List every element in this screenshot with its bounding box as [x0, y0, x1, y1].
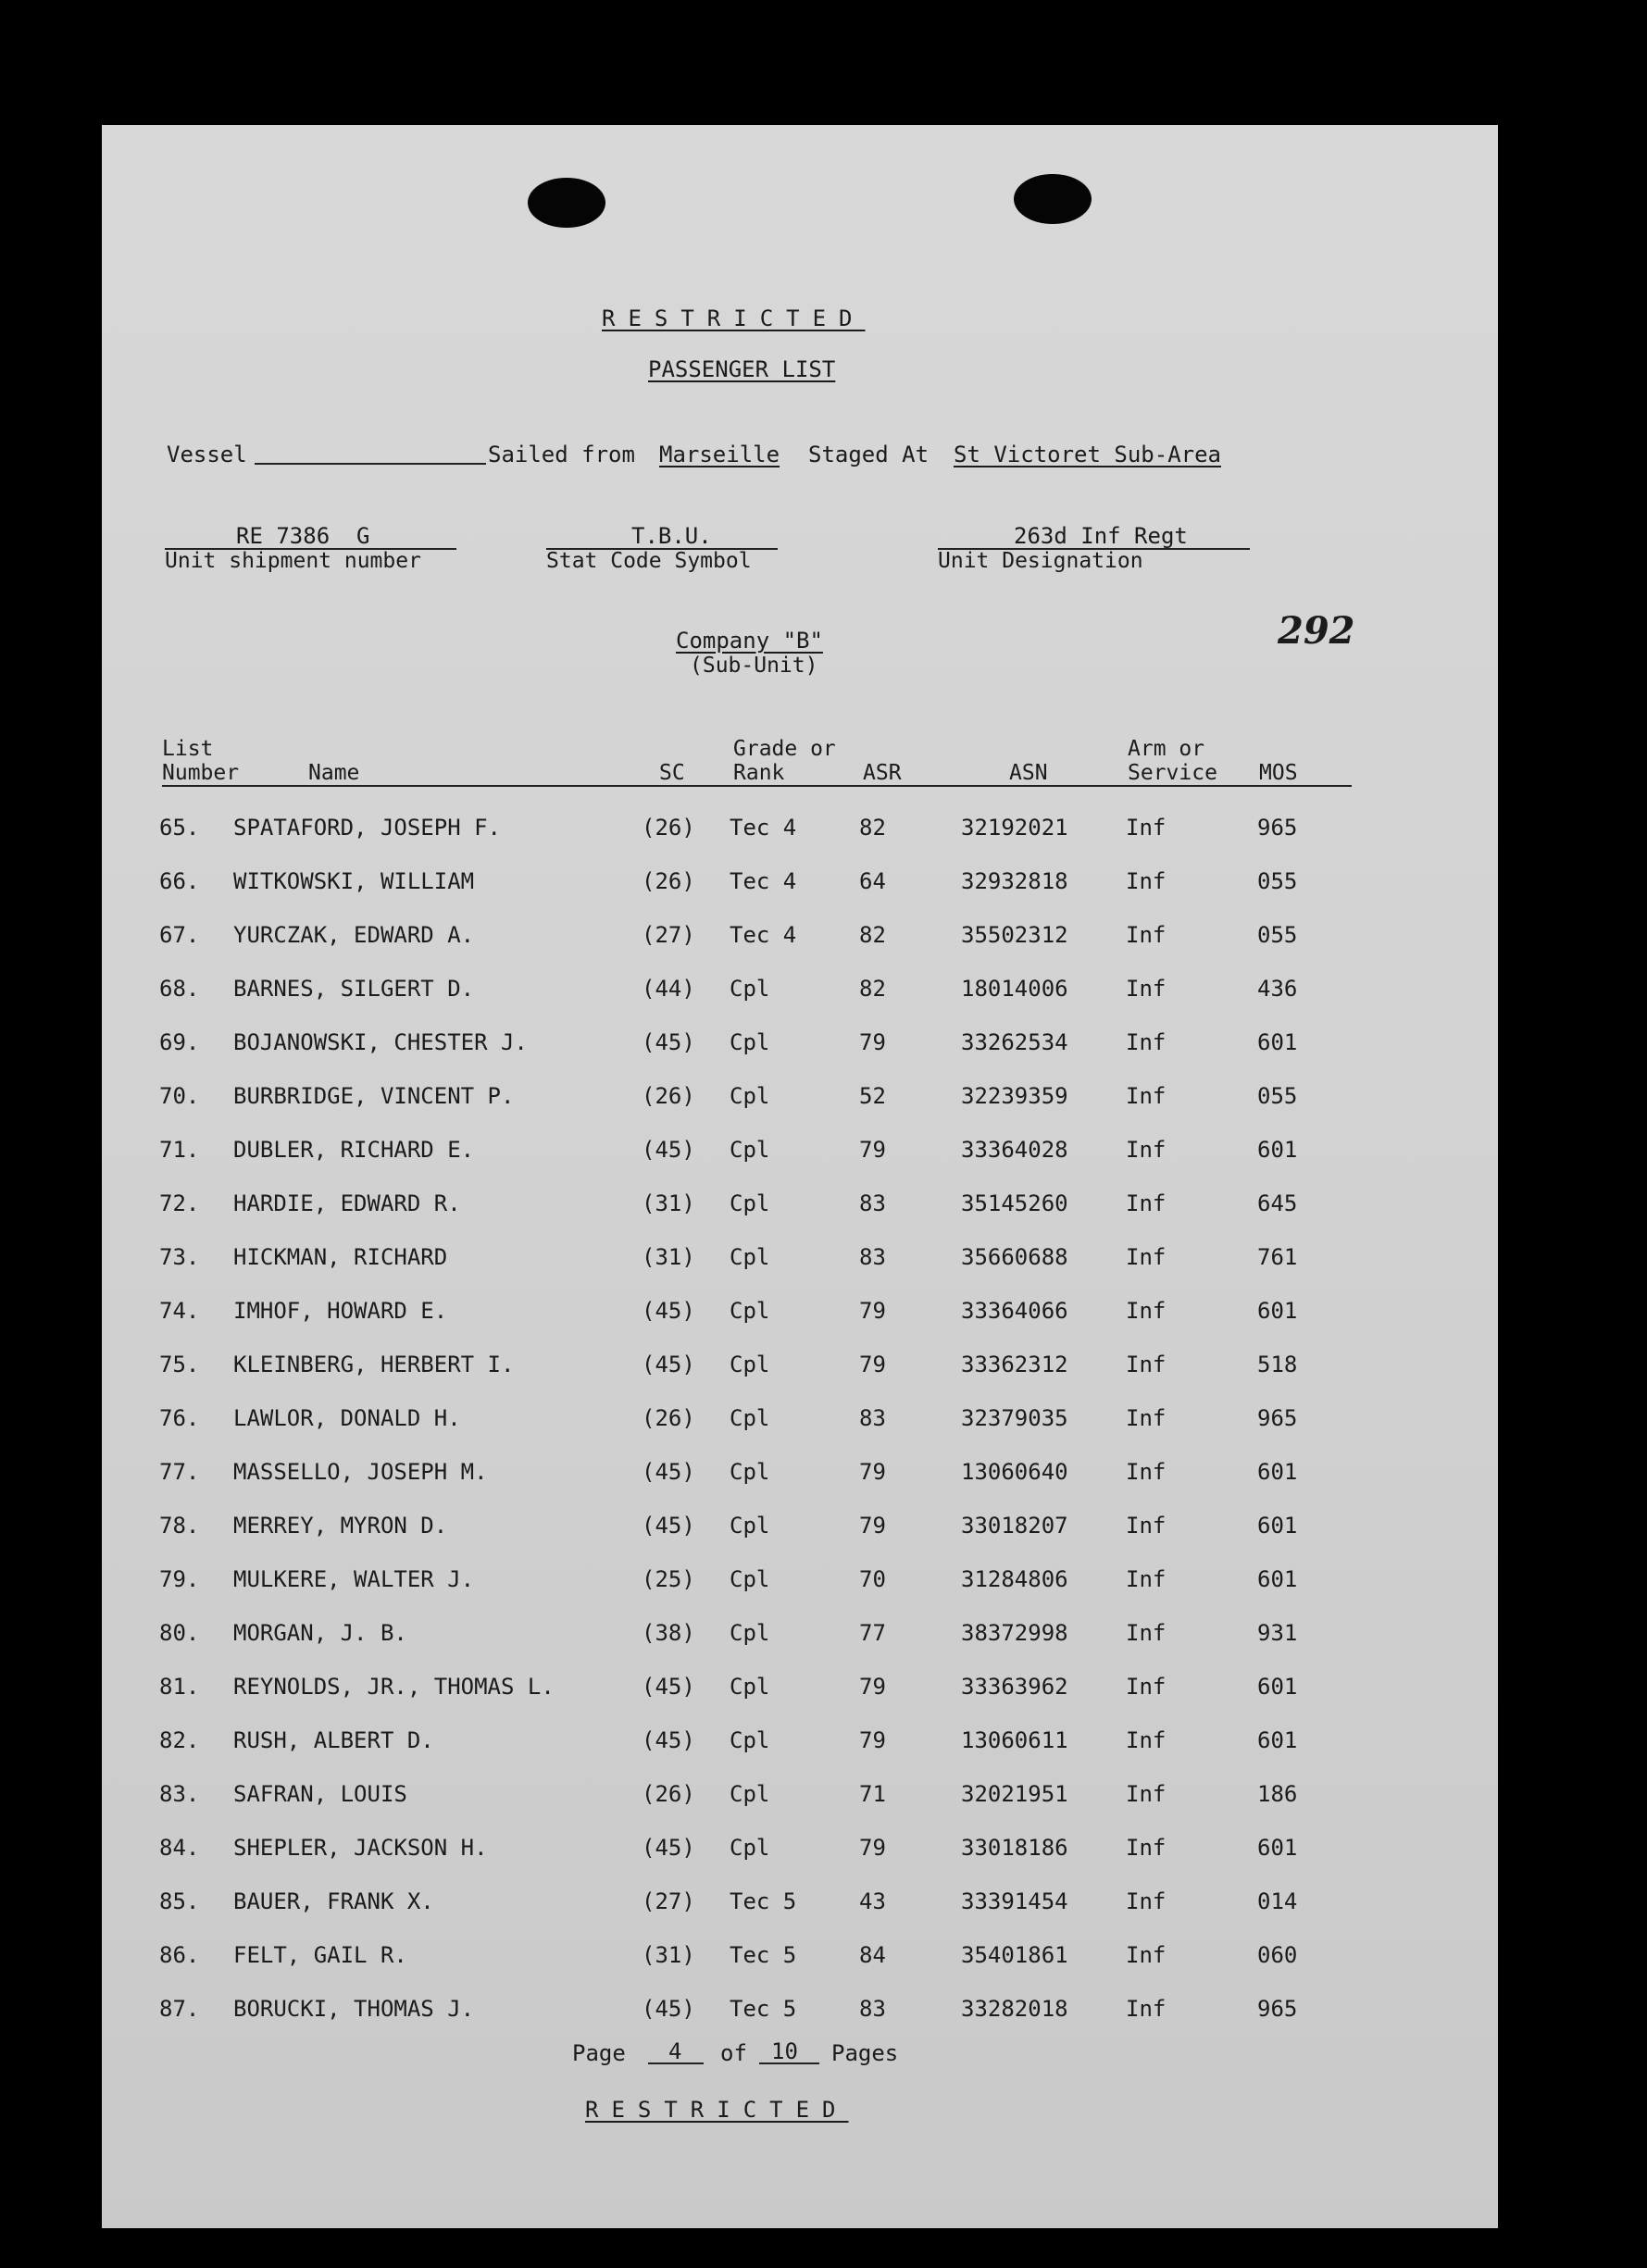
cell-mos: 965 — [1257, 1996, 1298, 2022]
cell-grade: Cpl — [730, 1083, 770, 1109]
cell-num: 73. — [159, 1244, 200, 1270]
cell-asr: 83 — [859, 1405, 886, 1431]
cell-asr: 83 — [859, 1190, 886, 1216]
restricted-heading-top: RESTRICTED — [602, 305, 866, 331]
cell-arm: Inf — [1126, 1781, 1167, 1807]
cell-asn: 33362312 — [961, 1352, 1068, 1377]
cell-arm: Inf — [1126, 1029, 1167, 1055]
col-arm-line2: Service — [1128, 761, 1217, 785]
col-sc: SC — [659, 761, 685, 785]
cell-grade: Tec 5 — [730, 1888, 797, 1914]
cell-num: 68. — [159, 976, 200, 1002]
cell-asn: 33262534 — [961, 1029, 1068, 1055]
cell-name: MASSELLO, JOSEPH M. — [233, 1459, 488, 1485]
cell-num: 76. — [159, 1405, 200, 1431]
table-row — [0, 1137, 1647, 1174]
col-grade-line2: Rank — [733, 761, 785, 785]
cell-asn: 33364028 — [961, 1137, 1068, 1163]
cell-name: SPATAFORD, JOSEPH F. — [233, 815, 501, 841]
cell-mos: 931 — [1257, 1620, 1298, 1646]
cell-arm: Inf — [1126, 815, 1167, 841]
punch-hole-left — [528, 178, 605, 228]
cell-num: 83. — [159, 1781, 200, 1807]
cell-arm: Inf — [1126, 1083, 1167, 1109]
cell-sc: (45) — [642, 1513, 695, 1539]
cell-mos: 186 — [1257, 1781, 1298, 1807]
cell-sc: (45) — [642, 1996, 695, 2022]
cell-grade: Cpl — [730, 1727, 770, 1753]
sailed-from-label: Sailed from — [488, 442, 635, 467]
cell-mos: 645 — [1257, 1190, 1298, 1216]
unit-designation-caption: Unit Designation — [938, 549, 1143, 573]
cell-sc: (26) — [642, 868, 695, 894]
cell-asn: 32379035 — [961, 1405, 1068, 1431]
cell-grade: Cpl — [730, 1459, 770, 1485]
cell-asr: 77 — [859, 1620, 886, 1646]
cell-grade: Cpl — [730, 1835, 770, 1861]
table-row — [0, 1781, 1647, 1818]
table-row — [0, 868, 1647, 905]
cell-asr: 43 — [859, 1888, 886, 1914]
cell-mos: 601 — [1257, 1835, 1298, 1861]
cell-name: MULKERE, WALTER J. — [233, 1566, 475, 1592]
cell-grade: Cpl — [730, 976, 770, 1002]
cell-asn: 13060611 — [961, 1727, 1068, 1753]
cell-sc: (45) — [642, 1459, 695, 1485]
cell-asn: 33391454 — [961, 1888, 1068, 1914]
col-mos: MOS — [1259, 761, 1298, 785]
cell-num: 81. — [159, 1674, 200, 1700]
table-row — [0, 1996, 1647, 2033]
pages-label: Pages — [831, 2040, 899, 2066]
cell-num: 71. — [159, 1137, 200, 1163]
col-list-number-line1: List — [162, 737, 214, 761]
staged-at-label: Staged At — [808, 442, 930, 467]
cell-mos: 601 — [1257, 1513, 1298, 1539]
cell-asr: 79 — [859, 1352, 886, 1377]
cell-mos: 055 — [1257, 868, 1298, 894]
cell-grade: Cpl — [730, 1298, 770, 1324]
cell-name: BURBRIDGE, VINCENT P. — [233, 1083, 515, 1109]
cell-asr: 79 — [859, 1459, 886, 1485]
cell-mos: 761 — [1257, 1244, 1298, 1270]
cell-asn: 32192021 — [961, 815, 1068, 841]
cell-grade: Tec 5 — [730, 1942, 797, 1968]
cell-arm: Inf — [1126, 1190, 1167, 1216]
cell-name: HICKMAN, RICHARD — [233, 1244, 448, 1270]
punch-hole-right — [1014, 174, 1092, 224]
cell-asr: 83 — [859, 1244, 886, 1270]
cell-asr: 79 — [859, 1029, 886, 1055]
cell-name: WITKOWSKI, WILLIAM — [233, 868, 475, 894]
cell-asn: 32021951 — [961, 1781, 1068, 1807]
table-row — [0, 1888, 1647, 1925]
stat-code-symbol: T.B.U. — [631, 523, 712, 549]
col-asr: ASR — [863, 761, 902, 785]
cell-num: 72. — [159, 1190, 200, 1216]
cell-sc: (26) — [642, 1083, 695, 1109]
cell-arm: Inf — [1126, 976, 1167, 1002]
cell-num: 82. — [159, 1727, 200, 1753]
cell-name: SAFRAN, LOUIS — [233, 1781, 407, 1807]
cell-mos: 601 — [1257, 1459, 1298, 1485]
cell-grade: Cpl — [730, 1513, 770, 1539]
cell-arm: Inf — [1126, 1888, 1167, 1914]
sailed-from-value: Marseille — [659, 442, 780, 467]
restricted-heading-bottom: RESTRICTED — [585, 2097, 849, 2123]
table-row — [0, 1352, 1647, 1389]
cell-asn: 33364066 — [961, 1298, 1068, 1324]
cell-asn: 13060640 — [961, 1459, 1068, 1485]
cell-arm: Inf — [1126, 1459, 1167, 1485]
cell-asn: 32239359 — [961, 1083, 1068, 1109]
cell-num: 77. — [159, 1459, 200, 1485]
cell-asr: 70 — [859, 1566, 886, 1592]
cell-mos: 965 — [1257, 1405, 1298, 1431]
col-list-number-line2: Number — [162, 761, 240, 785]
cell-mos: 055 — [1257, 922, 1298, 948]
cell-asr: 83 — [859, 1996, 886, 2022]
cell-num: 69. — [159, 1029, 200, 1055]
cell-sc: (27) — [642, 922, 695, 948]
cell-arm: Inf — [1126, 922, 1167, 948]
cell-asn: 33018186 — [961, 1835, 1068, 1861]
table-row — [0, 1298, 1647, 1335]
vessel-label: Vessel — [167, 442, 247, 467]
col-asn: ASN — [1009, 761, 1048, 785]
cell-grade: Cpl — [730, 1405, 770, 1431]
cell-asr: 82 — [859, 976, 886, 1002]
cell-asr: 79 — [859, 1298, 886, 1324]
cell-asn: 33018207 — [961, 1513, 1068, 1539]
cell-arm: Inf — [1126, 1835, 1167, 1861]
table-row — [0, 1942, 1647, 1979]
cell-asn: 33282018 — [961, 1996, 1068, 2022]
cell-name: KLEINBERG, HERBERT I. — [233, 1352, 515, 1377]
cell-grade: Cpl — [730, 1352, 770, 1377]
cell-num: 67. — [159, 922, 200, 948]
cell-mos: 965 — [1257, 815, 1298, 841]
cell-name: HARDIE, EDWARD R. — [233, 1190, 461, 1216]
cell-asr: 79 — [859, 1674, 886, 1700]
cell-num: 65. — [159, 815, 200, 841]
cell-num: 70. — [159, 1083, 200, 1109]
table-row — [0, 1459, 1647, 1496]
cell-sc: (25) — [642, 1566, 695, 1592]
cell-arm: Inf — [1126, 1566, 1167, 1592]
cell-asr: 79 — [859, 1727, 886, 1753]
cell-num: 75. — [159, 1352, 200, 1377]
cell-grade: Tec 5 — [730, 1996, 797, 2022]
cell-name: BARNES, SILGERT D. — [233, 976, 475, 1002]
col-grade-line1: Grade or — [733, 737, 836, 761]
cell-name: IMHOF, HOWARD E. — [233, 1298, 448, 1324]
of-label: of — [720, 2040, 747, 2066]
cell-grade: Cpl — [730, 1674, 770, 1700]
cell-name: DUBLER, RICHARD E. — [233, 1137, 475, 1163]
table-row — [0, 1244, 1647, 1281]
cell-grade: Cpl — [730, 1190, 770, 1216]
total-pages: 10 — [771, 2038, 798, 2064]
unit-shipment-number: RE 7386 G — [236, 523, 370, 549]
cell-num: 86. — [159, 1942, 200, 1968]
cell-name: MERREY, MYRON D. — [233, 1513, 448, 1539]
cell-arm: Inf — [1126, 868, 1167, 894]
cell-arm: Inf — [1126, 1727, 1167, 1753]
cell-mos: 601 — [1257, 1029, 1298, 1055]
table-row — [0, 976, 1647, 1013]
staged-at-value: St Victoret Sub-Area — [954, 442, 1221, 467]
cell-sc: (31) — [642, 1244, 695, 1270]
cell-name: SHEPLER, JACKSON H. — [233, 1835, 488, 1861]
cell-sc: (45) — [642, 1352, 695, 1377]
cell-sc: (26) — [642, 815, 695, 841]
cell-mos: 518 — [1257, 1352, 1298, 1377]
cell-arm: Inf — [1126, 1996, 1167, 2022]
cell-sc: (45) — [642, 1137, 695, 1163]
cell-mos: 436 — [1257, 976, 1298, 1002]
cell-mos: 601 — [1257, 1137, 1298, 1163]
table-row — [0, 1083, 1647, 1120]
cell-grade: Cpl — [730, 1566, 770, 1592]
cell-asn: 33363962 — [961, 1674, 1068, 1700]
cell-sc: (38) — [642, 1620, 695, 1646]
cell-num: 80. — [159, 1620, 200, 1646]
cell-asn: 35660688 — [961, 1244, 1068, 1270]
cell-sc: (26) — [642, 1405, 695, 1431]
page-number: 4 — [668, 2038, 682, 2064]
cell-asn: 32932818 — [961, 868, 1068, 894]
cell-grade: Cpl — [730, 1244, 770, 1270]
cell-grade: Tec 4 — [730, 815, 797, 841]
cell-asn: 18014006 — [961, 976, 1068, 1002]
cell-name: MORGAN, J. B. — [233, 1620, 407, 1646]
cell-arm: Inf — [1126, 1674, 1167, 1700]
cell-sc: (26) — [642, 1781, 695, 1807]
cell-num: 78. — [159, 1513, 200, 1539]
cell-name: RUSH, ALBERT D. — [233, 1727, 434, 1753]
table-row — [0, 1405, 1647, 1442]
cell-sc: (45) — [642, 1727, 695, 1753]
table-row — [0, 1566, 1647, 1603]
cell-grade: Cpl — [730, 1029, 770, 1055]
cell-asn: 38372998 — [961, 1620, 1068, 1646]
cell-grade: Cpl — [730, 1137, 770, 1163]
table-row — [0, 1620, 1647, 1657]
unit-designation: 263d Inf Regt — [1014, 523, 1188, 549]
cell-num: 85. — [159, 1888, 200, 1914]
cell-arm: Inf — [1126, 1244, 1167, 1270]
cell-sc: (31) — [642, 1190, 695, 1216]
cell-num: 84. — [159, 1835, 200, 1861]
cell-asn: 35502312 — [961, 922, 1068, 948]
cell-arm: Inf — [1126, 1298, 1167, 1324]
cell-mos: 601 — [1257, 1674, 1298, 1700]
cell-asr: 79 — [859, 1835, 886, 1861]
cell-arm: Inf — [1126, 1513, 1167, 1539]
cell-grade: Cpl — [730, 1781, 770, 1807]
cell-grade: Tec 4 — [730, 868, 797, 894]
page-label: Page — [572, 2040, 626, 2066]
cell-sc: (45) — [642, 1674, 695, 1700]
sub-unit-caption: (Sub-Unit) — [690, 654, 818, 678]
cell-sc: (45) — [642, 1298, 695, 1324]
cell-sc: (31) — [642, 1942, 695, 1968]
cell-name: REYNOLDS, JR., THOMAS L. — [233, 1674, 555, 1700]
cell-asn: 31284806 — [961, 1566, 1068, 1592]
cell-arm: Inf — [1126, 1620, 1167, 1646]
document-title: PASSENGER LIST — [648, 356, 836, 382]
cell-grade: Tec 4 — [730, 922, 797, 948]
cell-asr: 64 — [859, 868, 886, 894]
table-row — [0, 1835, 1647, 1872]
header-rule — [162, 785, 1352, 787]
table-row — [0, 1029, 1647, 1066]
cell-sc: (45) — [642, 1029, 695, 1055]
cell-mos: 601 — [1257, 1727, 1298, 1753]
cell-num: 79. — [159, 1566, 200, 1592]
cell-name: FELT, GAIL R. — [233, 1942, 407, 1968]
cell-asr: 82 — [859, 815, 886, 841]
cell-arm: Inf — [1126, 1352, 1167, 1377]
cell-asr: 71 — [859, 1781, 886, 1807]
cell-asr: 79 — [859, 1137, 886, 1163]
table-row — [0, 922, 1647, 959]
cell-asr: 52 — [859, 1083, 886, 1109]
cell-arm: Inf — [1126, 1942, 1167, 1968]
table-row — [0, 1674, 1647, 1711]
col-name: Name — [308, 761, 360, 785]
cell-asr: 82 — [859, 922, 886, 948]
table-row — [0, 1513, 1647, 1550]
cell-arm: Inf — [1126, 1137, 1167, 1163]
cell-mos: 060 — [1257, 1942, 1298, 1968]
cell-arm: Inf — [1126, 1405, 1167, 1431]
cell-name: BORUCKI, THOMAS J. — [233, 1996, 475, 2022]
cell-asr: 79 — [859, 1513, 886, 1539]
vessel-blank-line — [255, 463, 486, 465]
col-arm-line1: Arm or — [1128, 737, 1205, 761]
cell-sc: (27) — [642, 1888, 695, 1914]
cell-asr: 84 — [859, 1942, 886, 1968]
cell-mos: 601 — [1257, 1566, 1298, 1592]
cell-num: 74. — [159, 1298, 200, 1324]
stamp-number: 292 — [1278, 609, 1355, 653]
cell-mos: 014 — [1257, 1888, 1298, 1914]
cell-num: 66. — [159, 868, 200, 894]
sub-unit: Company "B" — [676, 628, 823, 654]
cell-sc: (45) — [642, 1835, 695, 1861]
table-row — [0, 1727, 1647, 1764]
cell-mos: 601 — [1257, 1298, 1298, 1324]
cell-name: BAUER, FRANK X. — [233, 1888, 434, 1914]
cell-mos: 055 — [1257, 1083, 1298, 1109]
table-row — [0, 815, 1647, 852]
cell-name: YURCZAK, EDWARD A. — [233, 922, 475, 948]
table-row — [0, 1190, 1647, 1227]
page-number-line — [648, 2062, 704, 2064]
cell-grade: Cpl — [730, 1620, 770, 1646]
cell-name: LAWLOR, DONALD H. — [233, 1405, 461, 1431]
cell-asn: 35145260 — [961, 1190, 1068, 1216]
stat-code-caption: Stat Code Symbol — [546, 549, 752, 573]
cell-sc: (44) — [642, 976, 695, 1002]
cell-num: 87. — [159, 1996, 200, 2022]
cell-asn: 35401861 — [961, 1942, 1068, 1968]
cell-name: BOJANOWSKI, CHESTER J. — [233, 1029, 528, 1055]
total-pages-line — [759, 2062, 819, 2064]
unit-shipment-caption: Unit shipment number — [165, 549, 421, 573]
